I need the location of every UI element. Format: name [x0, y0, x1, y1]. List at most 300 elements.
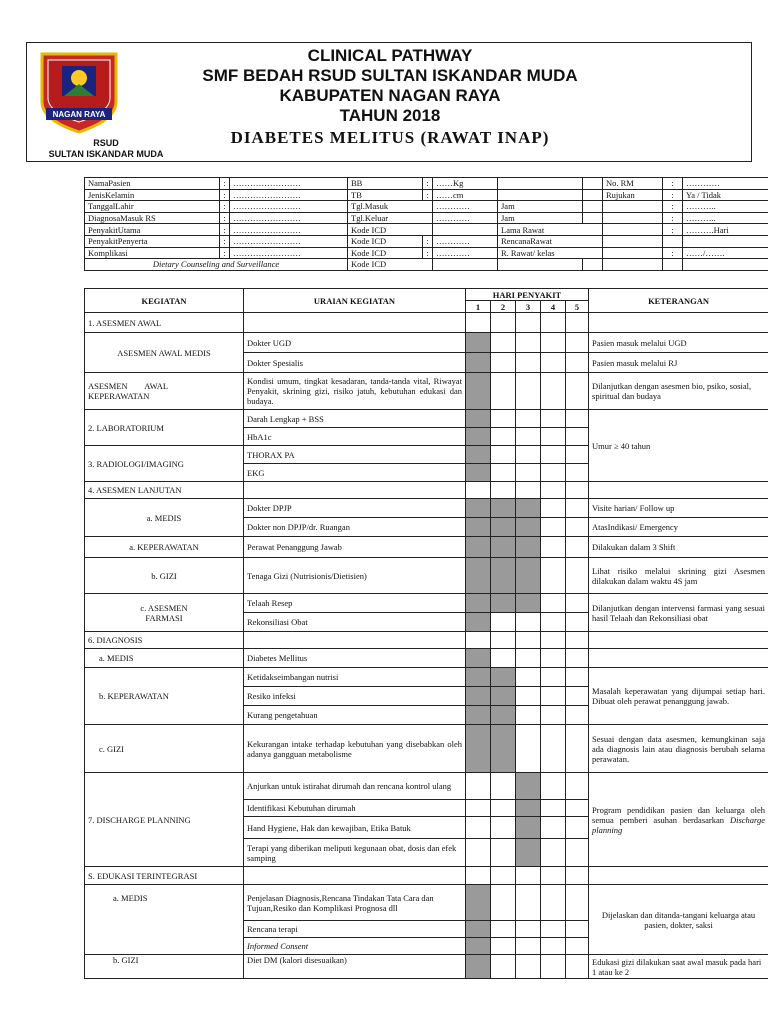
kegiatan-cell: b. KEPERAWATAN [85, 668, 244, 725]
dots-field[interactable]: …………………… [230, 212, 348, 224]
empty-cell [498, 259, 583, 271]
rsud-line1: RSUD [93, 138, 119, 148]
id-row [85, 259, 768, 271]
empty-cell [491, 353, 516, 373]
empty-cell [433, 224, 498, 236]
uraian-cell: Terapi yang diberikan meliputi kegunaan obat, dosis dan efek samping [244, 839, 466, 867]
empty-cell [566, 800, 589, 817]
day-marker-filled [491, 594, 516, 613]
empty-cell [516, 333, 541, 353]
empty-cell [589, 632, 768, 649]
empty-cell [589, 482, 768, 499]
empty-cell [541, 594, 566, 613]
page-title [180, 46, 600, 150]
uraian-cell: Ketidakseimbangan nutrisi [244, 668, 466, 687]
empty-cell [566, 687, 589, 706]
empty-cell [491, 428, 516, 446]
id-label: DiagnosaMasuk RS [85, 212, 220, 224]
empty-cell [516, 938, 541, 955]
colon: : [663, 189, 683, 201]
colon: : [423, 178, 433, 190]
dots-field[interactable]: ……….. [683, 201, 768, 213]
empty-cell [433, 259, 498, 271]
empty-cell [516, 613, 541, 632]
section-row [85, 867, 768, 885]
hari-field[interactable]: ……….Hari [683, 224, 768, 236]
empty-cell [244, 867, 466, 885]
colon: : [663, 224, 683, 236]
kegiatan-cell [85, 594, 244, 632]
uraian-cell: Identifikasi Kebutuhan dirumah [244, 800, 466, 817]
empty-cell [566, 410, 589, 428]
day-marker-filled [466, 921, 491, 938]
id-label: TanggalLahir [85, 201, 220, 213]
id-label: Tgl.Masuk [348, 201, 433, 213]
colon: : [663, 247, 683, 259]
colon: : [423, 235, 433, 247]
logo-text: NAGAN RAYA [52, 110, 106, 119]
empty-cell [583, 212, 603, 224]
col-keterangan: KETERANGAN [589, 289, 768, 313]
title-line2: SMF BEDAH RSUD SULTAN ISKANDAR MUDA [202, 66, 578, 85]
day-marker-filled [466, 706, 491, 725]
empty-cell [541, 537, 566, 558]
empty-cell [589, 313, 768, 333]
empty-cell [541, 955, 566, 979]
day-marker-filled [516, 558, 541, 594]
day-marker-filled [466, 687, 491, 706]
empty-cell [466, 817, 491, 839]
empty-cell [516, 313, 541, 333]
day-5: 5 [566, 301, 589, 313]
day-1: 1 [466, 301, 491, 313]
colon: : [220, 235, 230, 247]
title-line5: DIABETES MELITUS (RAWAT INAP) [230, 128, 550, 147]
day-marker-filled [516, 537, 541, 558]
empty-cell [516, 867, 541, 885]
tb-field[interactable]: ……cm [433, 189, 498, 201]
empty-cell [516, 446, 541, 464]
empty-cell [683, 259, 768, 271]
empty-cell [516, 921, 541, 938]
table-row [85, 373, 768, 410]
uraian-cell: Dokter non DPJP/dr. Ruangan [244, 518, 466, 537]
date-field[interactable]: ………… [433, 201, 498, 213]
identity-table [84, 177, 768, 271]
section-label: 1. ASESMEN AWAL [85, 313, 244, 333]
day-marker-filled [466, 938, 491, 955]
title-line1: CLINICAL PATHWAY [307, 46, 473, 65]
uraian-cell: Telaah Resep [244, 594, 466, 613]
day-marker-filled [466, 885, 491, 921]
id-row [85, 212, 768, 224]
id-label: Lama Rawat [498, 224, 603, 236]
kegiatan-cell: a. MEDIS [85, 885, 244, 955]
table-row [85, 773, 768, 800]
empty-cell [566, 446, 589, 464]
empty-cell [541, 725, 566, 773]
norm-field[interactable]: ………… [683, 178, 768, 190]
table-row [85, 649, 768, 668]
keterangan-cell: Masalah keperawatan yang dijumpai setiap hari. Dibuat oleh perawat penanggung jawab. [589, 668, 768, 725]
keterangan-cell: Lihat risiko melalui skrining gizi Asesmen dilakukan dalam waktu 4S jam [589, 558, 768, 594]
table-row [85, 410, 768, 428]
date-field[interactable]: ………… [433, 212, 498, 224]
colon: : [423, 247, 433, 259]
empty-cell [589, 649, 768, 668]
day-marker-filled [491, 558, 516, 594]
empty-cell [566, 313, 589, 333]
empty-cell [683, 235, 768, 247]
empty-cell [541, 867, 566, 885]
empty-cell [516, 706, 541, 725]
section-label: 2. LABORATORIUM [85, 410, 244, 446]
kegiatan-cell: a. MEDIS [85, 649, 244, 668]
uraian-cell: Kondisi umum, tingkat kesadaran, tanda-tanda vital, Riwayat Penyakit, skrining gizi, risiko jatuh, kebutuhan edukasi dan budaya. [244, 373, 466, 410]
id-row [85, 247, 768, 259]
table-row [85, 955, 768, 979]
uraian-cell: Dokter Spesialis [244, 353, 466, 373]
empty-cell [566, 867, 589, 885]
empty-cell [541, 499, 566, 518]
empty-cell [541, 938, 566, 955]
empty-cell [663, 259, 683, 271]
empty-cell [541, 518, 566, 537]
uraian-cell: Dokter DPJP [244, 499, 466, 518]
empty-cell [541, 687, 566, 706]
col-uraian: URAIAN KEGIATAN [244, 289, 466, 313]
empty-cell [566, 594, 589, 613]
table-row [85, 333, 768, 353]
kegiatan-cell: c. GIZI [85, 725, 244, 773]
table-row [85, 668, 768, 687]
kegiatan-line: ASESMEN AWAL [88, 381, 169, 391]
empty-cell [566, 668, 589, 687]
empty-cell [583, 259, 603, 271]
empty-cell [541, 668, 566, 687]
day-marker-filled [466, 353, 491, 373]
day-marker-filled [466, 446, 491, 464]
empty-cell [541, 410, 566, 428]
section-label: S. EDUKASI TERINTEGRASI [85, 867, 244, 885]
empty-cell [541, 649, 566, 668]
table-row [85, 499, 768, 518]
id-label: No. RM [603, 178, 663, 190]
id-label: Kode ICD [348, 259, 433, 271]
empty-cell [466, 632, 491, 649]
table-row [85, 537, 768, 558]
id-label: BB [348, 178, 423, 190]
id-label: Komplikasi [85, 247, 220, 259]
empty-cell [603, 235, 663, 247]
id-label: Tgl.Keluar [348, 212, 433, 224]
id-row [85, 224, 768, 236]
empty-cell [491, 800, 516, 817]
empty-cell [566, 613, 589, 632]
day-marker-filled [466, 410, 491, 428]
column-header-row [85, 289, 768, 301]
empty-cell [516, 687, 541, 706]
kegiatan-line: FARMASI [145, 612, 183, 623]
kegiatan-cell: ASESMEN AWAL MEDIS [85, 333, 244, 373]
section-row [85, 313, 768, 333]
empty-cell [566, 353, 589, 373]
uraian-cell: EKG [244, 464, 466, 482]
section-row [85, 632, 768, 649]
day-marker-filled [466, 558, 491, 594]
keterangan-cell: Pasien masuk melalui RJ [589, 353, 768, 373]
uraian-cell: Kurang pengetahuan [244, 706, 466, 725]
empty-cell [566, 921, 589, 938]
id-label: Kode ICD [348, 224, 433, 236]
empty-cell [583, 189, 603, 201]
day-marker-filled [516, 800, 541, 817]
empty-cell [244, 313, 466, 333]
keterangan-text: Discharge planning [592, 814, 766, 835]
empty-cell [541, 817, 566, 839]
empty-cell [491, 955, 516, 979]
day-2: 2 [491, 301, 516, 313]
section-row [85, 482, 768, 499]
table-row [85, 594, 768, 613]
empty-cell [541, 921, 566, 938]
empty-cell [541, 464, 566, 482]
uraian-cell: Resiko infeksi [244, 687, 466, 706]
kegiatan-cell [85, 373, 244, 410]
keterangan-text: Program pendidikan pasien dan keluarga oleh semua pemberi asuhan berdasarkan [592, 804, 766, 825]
table-row [85, 558, 768, 594]
empty-cell [541, 773, 566, 800]
empty-cell [244, 632, 466, 649]
empty-cell [466, 773, 491, 800]
empty-cell [491, 649, 516, 668]
empty-cell [566, 464, 589, 482]
icd-field[interactable]: ………… [433, 235, 498, 247]
keterangan-cell: Visite harian/ Follow up [589, 499, 768, 518]
empty-cell [491, 867, 516, 885]
table-row [85, 725, 768, 773]
empty-cell [498, 178, 583, 190]
id-label: NamaPasien [85, 178, 220, 190]
keterangan-cell [589, 773, 768, 867]
day-marker-filled [491, 537, 516, 558]
keterangan-cell: Edukasi gizi dilakukan saat awal masuk pada hari 1 atau ke 2 [589, 955, 768, 979]
pathway-table [84, 288, 768, 979]
empty-cell [541, 613, 566, 632]
uraian-cell: Penjelasan Diagnosis,Rencana Tindakan Tata Cara dan Tujuan,Resiko dan Komplikasi Prognosa dll [244, 885, 466, 921]
id-label: PenyakitPenyerta [85, 235, 220, 247]
dots-field[interactable]: ……….. [683, 212, 768, 224]
uraian-cell: Dokter UGD [244, 333, 466, 353]
day-marker-filled [466, 373, 491, 410]
bb-field[interactable]: ……Kg [433, 178, 498, 190]
kegiatan-cell: b. GIZI [85, 955, 244, 979]
empty-cell [466, 839, 491, 867]
empty-cell [516, 885, 541, 921]
day-marker-filled [516, 594, 541, 613]
dots-field[interactable]: …………………… [230, 224, 348, 236]
dots-field[interactable]: …………………… [230, 235, 348, 247]
colon: : [423, 189, 433, 201]
empty-cell [566, 558, 589, 594]
colon: : [220, 201, 230, 213]
empty-cell [491, 839, 516, 867]
empty-cell [566, 839, 589, 867]
empty-cell [466, 482, 491, 499]
empty-cell [603, 259, 663, 271]
empty-cell [566, 499, 589, 518]
id-label: JenisKelamin [85, 189, 220, 201]
empty-cell [466, 313, 491, 333]
empty-cell [541, 706, 566, 725]
day-marker-filled [466, 955, 491, 979]
empty-cell [541, 428, 566, 446]
keterangan-cell: Dijelaskan dan ditanda-tangani keluarga atau pasien, dokter, saksi [589, 885, 768, 955]
empty-cell [491, 410, 516, 428]
jam-label: Jam [498, 212, 583, 224]
uraian-cell: Informed Consent [244, 938, 466, 955]
empty-cell [516, 428, 541, 446]
empty-cell [541, 482, 566, 499]
day-marker-filled [491, 499, 516, 518]
day-marker-filled [491, 725, 516, 773]
rsud-label [26, 138, 186, 160]
empty-cell [498, 189, 583, 201]
empty-cell [566, 333, 589, 353]
empty-cell [566, 773, 589, 800]
colon: : [220, 212, 230, 224]
empty-cell [566, 706, 589, 725]
rujukan-field[interactable]: Ya / Tidak [683, 189, 768, 201]
day-marker-filled [516, 839, 541, 867]
uraian-cell: Tenaga Gizi (Nutrisionis/Dietisien) [244, 558, 466, 594]
day-marker-filled [466, 725, 491, 773]
id-row [85, 201, 768, 213]
colon: : [220, 189, 230, 201]
section-label: 4. ASESMEN LANJUTAN [85, 482, 244, 499]
section-label: 7. DISCHARGE PLANNING [85, 773, 244, 867]
colon: : [663, 212, 683, 224]
keterangan-cell: Dilanjutkan dengan asesmen bio, psiko, sosial, spiritual dan budaya [589, 373, 768, 410]
day-marker-filled [491, 687, 516, 706]
day-marker-filled [491, 518, 516, 537]
empty-cell [541, 632, 566, 649]
colon: : [663, 201, 683, 213]
empty-cell [566, 537, 589, 558]
day-marker-filled [516, 817, 541, 839]
kegiatan-line: c. ASESMEN [140, 602, 188, 613]
empty-cell [541, 446, 566, 464]
id-label: TB [348, 189, 423, 201]
uraian-cell: HbA1c [244, 428, 466, 446]
id-label: PenyakitUtama [85, 224, 220, 236]
empty-cell [491, 632, 516, 649]
empty-cell [541, 313, 566, 333]
day-4: 4 [541, 301, 566, 313]
uraian-cell: Anjurkan untuk istirahat dirumah dan rencana kontrol ulang [244, 773, 466, 800]
empty-cell [603, 247, 663, 259]
empty-cell [541, 373, 566, 410]
kegiatan-cell: a. KEPERAWATAN [85, 537, 244, 558]
dots-field[interactable]: …………………… [230, 247, 348, 259]
empty-cell [516, 482, 541, 499]
title-line4: TAHUN 2018 [339, 106, 441, 125]
id-row [85, 235, 768, 247]
kelas-field[interactable]: ……/……. [683, 247, 768, 259]
dots-field[interactable]: …………………… [230, 201, 348, 213]
empty-cell [589, 867, 768, 885]
kegiatan-cell: a. MEDIS [85, 499, 244, 537]
empty-cell [491, 313, 516, 333]
id-row [85, 178, 768, 190]
keterangan-cell: Umur ≥ 40 tahun [589, 410, 768, 482]
empty-cell [566, 725, 589, 773]
day-3: 3 [516, 301, 541, 313]
empty-cell [603, 224, 663, 236]
empty-cell [603, 201, 663, 213]
id-label: Kode ICD [348, 247, 423, 259]
empty-cell [491, 373, 516, 410]
empty-cell [516, 632, 541, 649]
id-label: Rujukan [603, 189, 663, 201]
day-marker-filled [466, 537, 491, 558]
empty-cell [663, 235, 683, 247]
empty-cell [583, 178, 603, 190]
empty-cell [566, 938, 589, 955]
rsud-line2: SULTAN ISKANDAR MUDA [48, 149, 164, 159]
empty-cell [603, 212, 663, 224]
icd-field[interactable]: ………… [433, 247, 498, 259]
empty-cell [491, 333, 516, 353]
empty-cell [566, 373, 589, 410]
day-marker-filled [491, 668, 516, 687]
day-marker-filled [516, 518, 541, 537]
empty-cell [566, 632, 589, 649]
dietary-label: Dietary Counseling and Surveillance [85, 259, 348, 271]
empty-cell [491, 613, 516, 632]
empty-cell [566, 482, 589, 499]
dots-field[interactable]: …………………… [230, 178, 348, 190]
empty-cell [541, 353, 566, 373]
uraian-cell: Diet DM (kalori disesuaikan) [244, 955, 466, 979]
empty-cell [583, 201, 603, 213]
col-hari: HARI PENYAKIT [466, 289, 589, 301]
day-marker-filled [491, 706, 516, 725]
id-row [85, 189, 768, 201]
empty-cell [516, 353, 541, 373]
kegiatan-line: KEPERAWATAN [88, 391, 150, 401]
uraian-cell: Hand Hygiene, Hak dan kewajiban, Etika Batuk [244, 817, 466, 839]
section-label: 6. DIAGNOSIS [85, 632, 244, 649]
keterangan-cell: Dilakukan dalam 3 Shift [589, 537, 768, 558]
table-row [85, 885, 768, 921]
colon: : [220, 224, 230, 236]
empty-cell [466, 800, 491, 817]
empty-cell [491, 773, 516, 800]
empty-cell [466, 867, 491, 885]
empty-cell [566, 885, 589, 921]
uraian-cell: Diabetes Mellitus [244, 649, 466, 668]
empty-cell [491, 938, 516, 955]
empty-cell [541, 839, 566, 867]
day-marker-filled [466, 333, 491, 353]
empty-cell [566, 955, 589, 979]
day-marker-filled [466, 464, 491, 482]
keterangan-cell: AtasIndikasi/ Emergency [589, 518, 768, 537]
day-marker-filled [516, 773, 541, 800]
empty-cell [541, 558, 566, 594]
dots-field[interactable]: …………………… [230, 189, 348, 201]
